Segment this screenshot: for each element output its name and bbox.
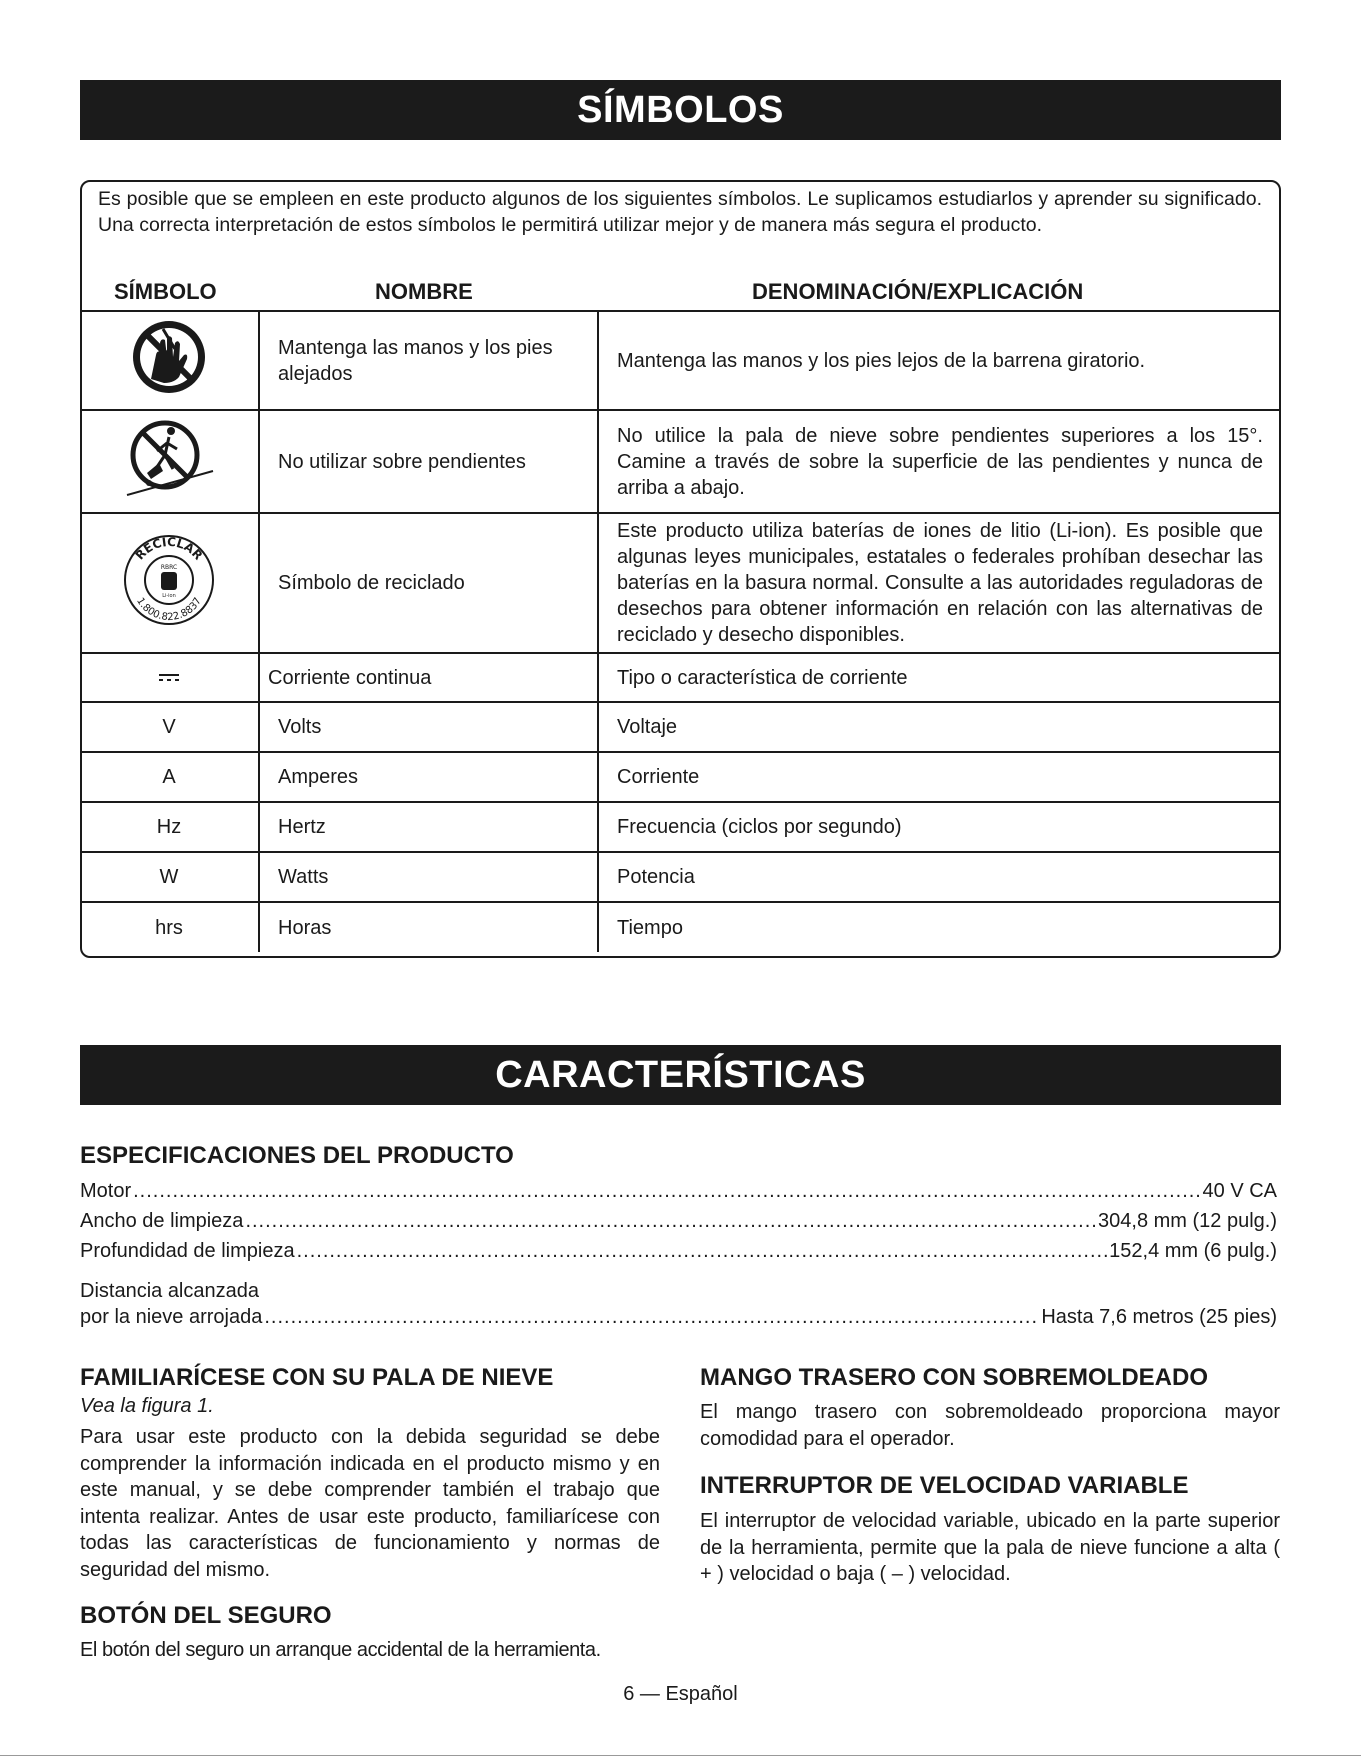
spec-row-throw (80, 1303, 1277, 1331)
symbol-name: Corriente continua (268, 666, 432, 689)
page-bottom-rule (0, 1755, 1361, 1756)
table-row (80, 802, 1281, 852)
symbol-explanation: Tiempo (598, 902, 1281, 952)
symbol-name: Símbolo de reciclado (278, 572, 465, 594)
symbol-name: Hertz (259, 802, 598, 852)
table-row (80, 852, 1281, 902)
recycle-seal-icon (121, 532, 217, 628)
symbol-text: A (80, 752, 259, 802)
spec-label: Motor (80, 1180, 132, 1202)
symbol-explanation: Corriente (598, 752, 1281, 802)
spec-row-width (80, 1207, 1277, 1235)
symbol-explanation: Potencia (598, 852, 1281, 902)
symbol-name: Mantenga las manos y los pies alejados (278, 336, 553, 385)
header-symbol: SÍMBOLO (114, 279, 217, 304)
symbol-explanation: Frecuencia (ciclos por segundo) (598, 802, 1281, 852)
recycle-seal-top-text: RECICLAR (132, 534, 206, 563)
page-footer: 6 — Español (623, 1683, 738, 1705)
symbols-table (80, 310, 1281, 952)
hand-keep-away-icon (129, 317, 209, 397)
familiarize-title: FAMILIARÍCESE CON SU PALA DE NIEVE (80, 1364, 554, 1391)
symbol-explanation: Mantenga las manos y los pies lejos de la barrena giratorio. (617, 349, 1146, 372)
direct-current-icon (157, 672, 181, 684)
variable-speed-title: INTERRUPTOR DE VELOCIDAD VARIABLE (700, 1472, 1189, 1499)
table-row (80, 410, 1281, 513)
header-name: NOMBRE (375, 279, 473, 304)
symbol-name: Amperes (259, 752, 598, 802)
recycle-seal-bottom-text: 1.800.822.8837 (134, 595, 204, 623)
spec-row-depth (80, 1237, 1277, 1265)
spec-value: Hasta 7,6 metros (25 pies) (1041, 1306, 1277, 1328)
symbol-explanation: No utilice la pala de nieve sobre pendientes superiores a los 15°. Camine a través de sobre la superficie de las pendientes y nunca de arriba a abajo. (617, 424, 1263, 499)
symbol-name: No utilizar sobre pendientes (278, 450, 526, 473)
features-section-title: CARACTERÍSTICAS (80, 1045, 1281, 1105)
spec-label: Distancia alcanzada (80, 1280, 259, 1302)
rear-handle-text: El mango trasero con sobremoldeado proporciona mayor comodidad para el operador. (700, 1401, 1280, 1450)
symbol-explanation: Tipo o característica de corriente (617, 666, 908, 689)
familiarize-text: Para usar este producto con la debida seguridad se debe comprender la información indicada en el producto mismo y en este manual, y se debe comprender también el trabajo que intenta realizar. Antes de usar este producto, familiarícese con todas las características de funcionamiento y normas de seguridad del mismo. (80, 1426, 660, 1581)
familiarize-subtitle: Vea la figura 1. (80, 1395, 214, 1417)
spec-value: 152,4 mm (6 pulg.) (1109, 1240, 1277, 1262)
rear-handle-title: MANGO TRASERO CON SOBREMOLDEADO (700, 1364, 1209, 1391)
variable-speed-text: El interruptor de velocidad variable, ubicado en la parte superior de la herramienta, permite que la pala de nieve funcione a alta ( + ) velocidad o baja ( – ) velocidad. (700, 1510, 1280, 1585)
symbol-text: V (80, 702, 259, 752)
spec-value: 40 V CA (1202, 1180, 1277, 1202)
svg-text:1.800.822.8837 (134, 592, 204, 623)
lock-button-title: BOTÓN DEL SEGURO (80, 1602, 332, 1629)
header-explanation: DENOMINACIÓN/EXPLICACIÓN (752, 279, 1084, 304)
table-row (80, 513, 1281, 653)
symbol-name: Watts (259, 852, 598, 902)
spec-label: Ancho de limpieza (80, 1210, 244, 1232)
spec-value: 304,8 mm (12 pulg.) (1098, 1210, 1277, 1232)
table-row (80, 702, 1281, 752)
symbol-explanation: Este producto utiliza baterías de iones de litio (Li-ion). Es posible que algunas leyes municipales, estatales o federales prohíban desechar las baterías en la basura normal. Consulte a las autoridades reguladoras de desechos para obtener información en relación con las alternativas de reciclado y desecho disponibles. (617, 520, 1263, 646)
symbol-name: Horas (259, 902, 598, 952)
symbol-text: W (80, 852, 259, 902)
table-row (80, 653, 1281, 702)
leader-dots (133, 1177, 1200, 1205)
table-row (80, 902, 1281, 952)
spec-label: Profundidad de limpieza (80, 1240, 295, 1262)
leader-dots (297, 1237, 1108, 1265)
symbols-intro: Es posible que se empleen en este producto algunos de los siguientes símbolos. Le suplicamos estudiarlos y aprender su significado. Una correcta interpretación de estos símbolos le permitirá utilizar mejor y de manera más segura el producto. (98, 188, 1262, 236)
no-slope-use-icon (121, 415, 217, 501)
table-row (80, 311, 1281, 410)
recycle-seal-battery-text: Li-ion (162, 592, 176, 599)
recycle-seal-inner-text: RBRC (160, 563, 178, 571)
symbol-text: Hz (80, 802, 259, 852)
symbols-section-title: SÍMBOLOS (80, 80, 1281, 140)
spec-row-motor (80, 1177, 1277, 1205)
symbol-explanation: Voltaje (598, 702, 1281, 752)
spec-label: por la nieve arrojada (80, 1306, 263, 1328)
specs-title: ESPECIFICACIONES DEL PRODUCTO (80, 1142, 514, 1169)
symbol-text: hrs (80, 902, 259, 952)
spec-row-throw-line1 (80, 1277, 1277, 1305)
symbol-name: Volts (259, 702, 598, 752)
leader-dots (264, 1303, 1039, 1331)
lock-button-text: El botón del seguro un arranque accidental de la herramienta. (80, 1639, 601, 1661)
leader-dots (245, 1207, 1096, 1235)
table-row (80, 752, 1281, 802)
svg-text:RECICLAR (133, 534, 206, 562)
